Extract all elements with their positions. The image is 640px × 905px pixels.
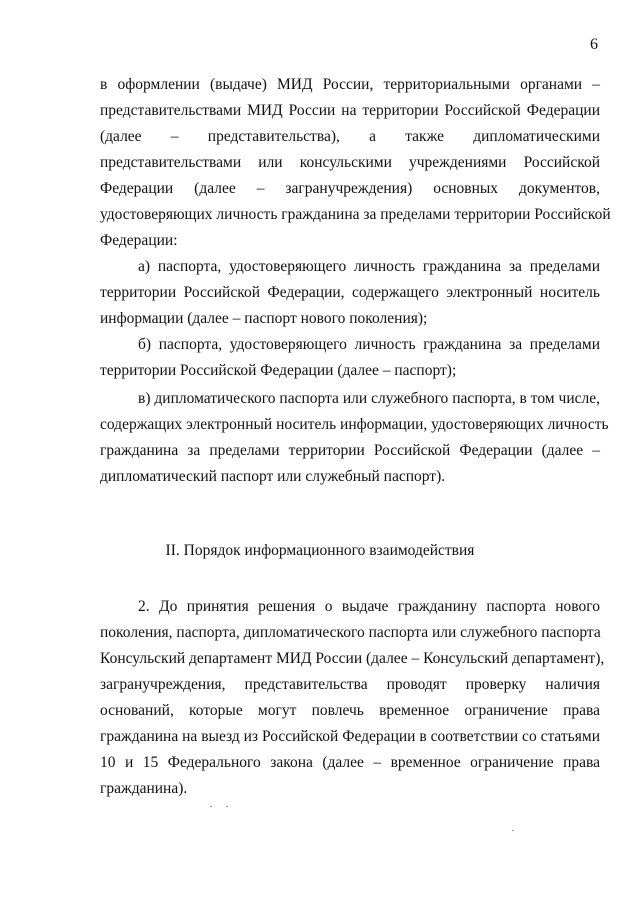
paragraph-line: представительствами или консульскими учреждениями Российской: [100, 154, 600, 171]
paragraph-line: 2. До принятия решения о выдаче гражданину паспорта нового: [138, 598, 600, 615]
list-item-line: территории Российской Федерации (далее – паспорт);: [100, 362, 457, 379]
scan-speck: [226, 806, 228, 807]
paragraph-line: загранучреждения, представительства проводят проверку наличия: [100, 676, 600, 693]
list-item-line: а) паспорта, удостоверяющего личность гражданина за пределами: [138, 258, 600, 275]
list-item-line: в) дипломатического паспорта или служебного паспорта, в том числе,: [138, 390, 600, 407]
paragraph-line: Федерации (далее – загранучреждения) основных документов,: [100, 180, 600, 197]
paragraph-line: гражданина на выезд из Российской Федерации в соответствии со статьями: [100, 728, 600, 745]
list-item-line: б) паспорта, удостоверяющего личность гражданина за пределами: [138, 336, 600, 353]
paragraph-line: (далее – представительства), а также дипломатическими: [100, 128, 600, 145]
paragraph-line: в оформлении (выдаче) МИД России, территориальными органами –: [100, 76, 600, 93]
paragraph-line: 10 и 15 Федерального закона (далее – временное ограничение права: [100, 754, 600, 771]
list-item-line: гражданина за пределами территории Российской Федерации (далее –: [100, 442, 600, 459]
paragraph-line: удостоверяющих личность гражданина за пределами территории Российской: [100, 206, 611, 223]
page-number: 6: [590, 36, 598, 53]
paragraph-line: поколения, паспорта, дипломатического паспорта или служебного паспорта: [100, 624, 601, 641]
scan-speck: [210, 806, 212, 807]
paragraph-line: Федерации:: [100, 232, 178, 249]
list-item-line: территории Российской Федерации, содержащего электронный носитель: [100, 284, 600, 301]
list-item-line: содержащих электронный носитель информации, удостоверяющих личность: [100, 416, 609, 433]
paragraph-line: гражданина).: [100, 780, 188, 797]
paragraph-line: Консульский департамент МИД России (далее – Консульский департамент),: [100, 650, 605, 667]
section-heading: II. Порядок информационного взаимодействия: [165, 542, 475, 559]
paragraph-line: оснований, которые могут повлечь временное ограничение права: [100, 702, 600, 719]
list-item-line: информации (далее – паспорт нового поколения);: [100, 310, 428, 327]
paragraph-line: представительствами МИД России на территории Российской Федерации: [100, 102, 600, 119]
scan-speck: [512, 830, 514, 831]
list-item-line: дипломатический паспорт или служебный паспорт).: [100, 468, 446, 485]
